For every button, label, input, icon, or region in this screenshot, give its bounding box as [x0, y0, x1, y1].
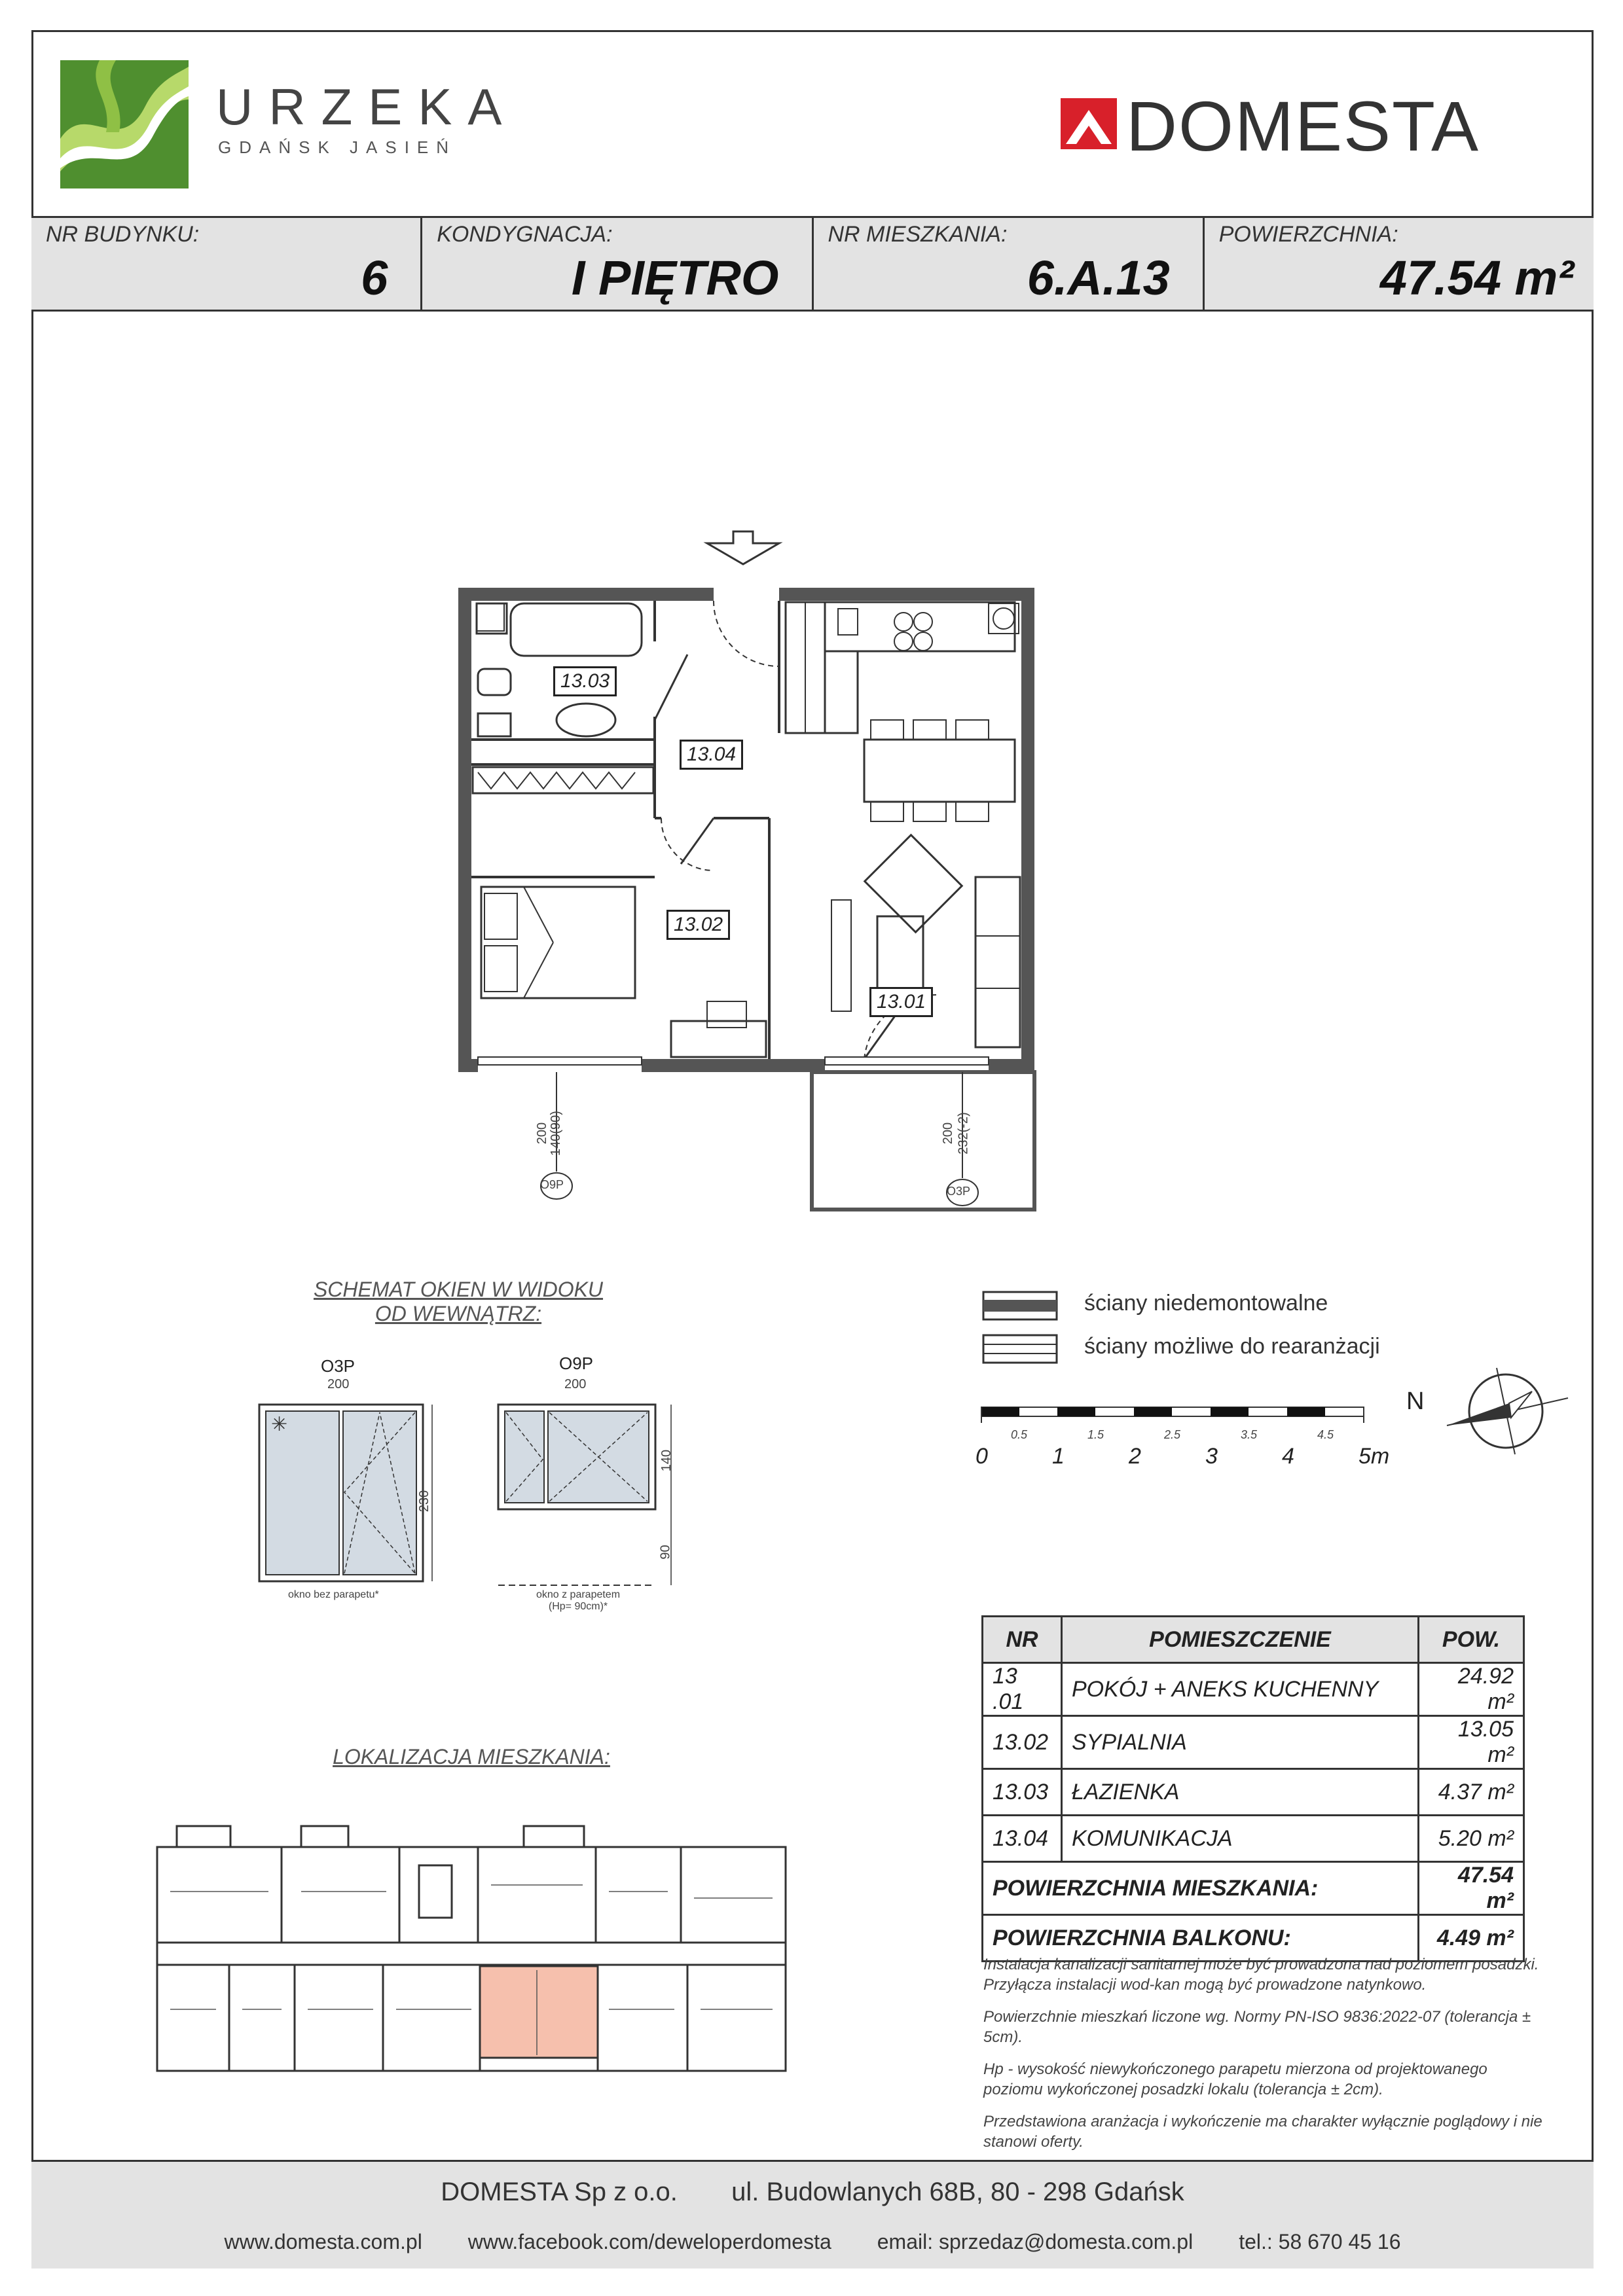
room-nr: 13.03	[983, 1769, 1062, 1816]
legend-non-removable: ściany niedemontowalne	[1084, 1291, 1328, 1316]
highlighted-apartment	[480, 1966, 598, 2058]
room-nr: 13.02	[983, 1716, 1062, 1769]
domesta-logo-icon	[1061, 98, 1117, 149]
legend-rearrangeable: ściany możliwe do rearanżacji	[1084, 1334, 1380, 1359]
note-sill-height: Hp - wysokość niewykończonego parapetu mierzona od projektowanego poziomu wykończonej posadzki lokalu (tolerancja ± 2cm).	[983, 2060, 1487, 2098]
project-name: URZEKA	[216, 78, 518, 135]
room-label-1301: 13.01	[869, 987, 933, 1017]
table-row	[983, 1816, 1524, 1862]
room-table	[981, 1615, 1525, 1962]
floor-cell	[422, 218, 813, 310]
area-value: 47.54 m²	[1379, 251, 1574, 305]
area-label: POWIERZCHNIA:	[1218, 222, 1398, 247]
compass-north-label: N	[1406, 1388, 1425, 1415]
o9p-caption-1: okno z parapetem	[536, 1589, 621, 1600]
notes	[983, 1954, 1546, 2164]
col-header-area: POW.	[1419, 1617, 1524, 1663]
window-schema-title-1: SCHEMAT OKIEN W WIDOKU	[313, 1278, 604, 1301]
apartment-label: NR MIESZKANIA:	[828, 222, 1008, 247]
scale-minor-45: 4.5	[1317, 1428, 1334, 1441]
note-disclaimer: Przedstawiona aranżacja i wykończenie ma charakter wyłącznie poglądowy i nie stanowi oferty.	[983, 2113, 1542, 2151]
room-name: POKÓJ + ANEKS KUCHENNY	[1062, 1663, 1419, 1716]
footer-contact-line	[31, 2230, 1594, 2254]
room-area: 13.05 m²	[1419, 1716, 1524, 1769]
footer-company: DOMESTA Sp z o.o.	[441, 2178, 678, 2206]
building-value: 6	[361, 251, 388, 305]
location-building-plan	[151, 1813, 805, 2088]
footer-facebook-link[interactable]: www.facebook.com/deweloperdomesta	[467, 2230, 831, 2253]
o9p-dim-height: 140(90)	[548, 1111, 563, 1156]
scale-minor-15: 1.5	[1087, 1428, 1104, 1441]
building-label: NR BUDYNKU:	[46, 222, 200, 247]
o9p-caption-2: (Hp= 90cm)*	[548, 1601, 608, 1612]
area-cell	[1205, 218, 1594, 310]
note-area-standard: Powierzchnie mieszkań liczone wg. Normy PN-ISO 9836:2022-07 (tolerancja ± 5cm).	[983, 2008, 1531, 2046]
window-o3p-diagram	[255, 1401, 439, 1597]
o9p-width: 200	[564, 1377, 587, 1391]
wall-legend-swatches	[982, 1288, 1061, 1367]
total-apartment-value: 47.54 m²	[1419, 1862, 1524, 1915]
table-row	[983, 1663, 1524, 1716]
scale-bar	[979, 1401, 1372, 1427]
o9p-caption	[536, 1589, 621, 1613]
room-nr: 13.04	[983, 1816, 1062, 1862]
footer-address: ul. Budowlanych 68B, 80 - 298 Gdańsk	[731, 2178, 1184, 2206]
window-code-o3p: O3P	[947, 1185, 971, 1198]
scale-minor-35: 3.5	[1241, 1428, 1258, 1441]
table-row	[983, 1716, 1524, 1769]
total-apartment-label: POWIERZCHNIA MIESZKANIA:	[983, 1862, 1419, 1915]
room-area: 4.37 m²	[1419, 1769, 1524, 1816]
window-o9p-diagram	[494, 1401, 691, 1597]
room-area: 24.92 m²	[1419, 1663, 1524, 1716]
col-header-room: POMIESZCZENIE	[1062, 1617, 1419, 1663]
urzeka-logo	[60, 60, 189, 188]
total-balcony-label: POWIERZCHNIA BALKONU:	[983, 1915, 1419, 1962]
o9p-label: O9P	[559, 1354, 594, 1373]
room-label-1302: 13.02	[666, 910, 730, 940]
compass-icon	[1427, 1355, 1584, 1466]
footer	[31, 2160, 1594, 2269]
scale-minor-25: 2.5	[1164, 1428, 1181, 1441]
apartment-value: 6.A.13	[1027, 251, 1170, 305]
o3p-dim-width: 200	[941, 1122, 956, 1145]
note-sewage: Instalacja kanalizacji sanitarnej może być prowadzona nad poziomem posadzki. Przyłącza instalacji wod-kan mogą być prowadzone natynkowo.	[983, 1956, 1539, 1994]
room-area: 5.20 m²	[1419, 1816, 1524, 1862]
svg-text:✳: ✳	[271, 1413, 288, 1436]
window-schema-title	[262, 1278, 655, 1326]
scale-major-3: 3	[1205, 1444, 1218, 1469]
o3p-label: O3P	[321, 1356, 356, 1376]
room-label-1304: 13.04	[680, 740, 743, 770]
footer-website-link[interactable]: www.domesta.com.pl	[224, 2230, 422, 2253]
apartment-header	[31, 216, 1594, 312]
apartment-cell	[814, 218, 1205, 310]
room-nr: 13 .01	[983, 1663, 1062, 1716]
location-title: LOKALIZACJA MIESZKANIA:	[333, 1745, 610, 1768]
floor-label: KONDYGNACJA:	[437, 222, 613, 247]
building-cell	[31, 218, 422, 310]
room-name: KOMUNIKACJA	[1062, 1816, 1419, 1862]
project-location: GDAŃSK JASIEŃ	[218, 137, 457, 157]
o9p-sill: 90	[658, 1545, 673, 1560]
scale-major-0: 0	[976, 1444, 988, 1469]
footer-company-line	[31, 2178, 1594, 2207]
o3p-dim-height: 232(-2)	[956, 1112, 971, 1155]
window-schema-title-2: OD WEWNĄTRZ:	[374, 1302, 542, 1325]
room-name: ŁAZIENKA	[1062, 1769, 1419, 1816]
o9p-dim-width: 200	[535, 1122, 550, 1145]
room-label-1303: 13.03	[553, 666, 617, 696]
room-name: SYPIALNIA	[1062, 1716, 1419, 1769]
o3p-height: 230	[417, 1490, 432, 1513]
footer-email-link[interactable]: email: sprzedaz@domesta.com.pl	[877, 2230, 1194, 2253]
developer-name: DOMESTA	[1126, 86, 1480, 166]
col-header-nr: NR	[983, 1617, 1062, 1663]
scale-minor-05: 0.5	[1011, 1428, 1028, 1441]
total-balcony-value: 4.49 m²	[1419, 1915, 1524, 1962]
floor-value: I PIĘTRO	[571, 251, 779, 305]
scale-major-2: 2	[1129, 1444, 1141, 1469]
scale-major-5: 5m	[1359, 1444, 1390, 1469]
entry-arrow-icon	[707, 531, 779, 564]
total-apartment-row	[983, 1862, 1524, 1915]
o3p-width: 200	[327, 1377, 350, 1391]
o9p-height: 140	[659, 1449, 674, 1472]
scale-major-1: 1	[1052, 1444, 1065, 1469]
o3p-caption: okno bez parapetu*	[288, 1589, 379, 1600]
footer-phone[interactable]: tel.: 58 670 45 16	[1239, 2230, 1401, 2253]
scale-major-4: 4	[1282, 1444, 1294, 1469]
window-code-o9p: O9P	[540, 1178, 564, 1191]
table-row	[983, 1769, 1524, 1816]
